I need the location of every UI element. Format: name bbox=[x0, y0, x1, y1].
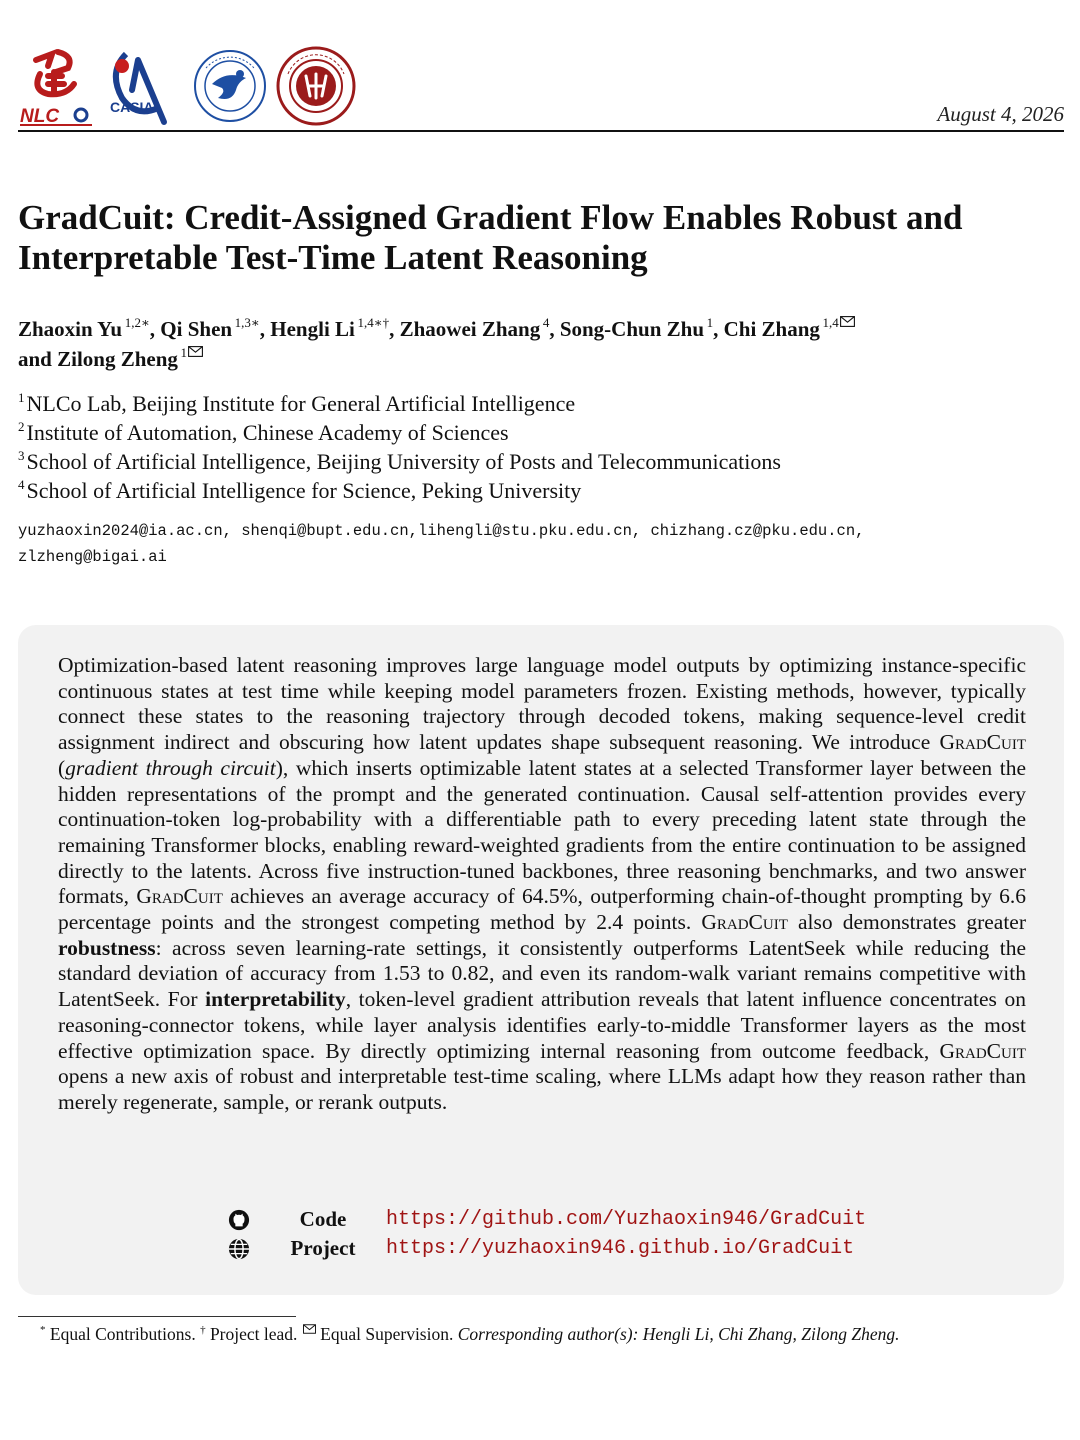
author-name: Qi Shen $^{1,3∗}$ bbox=[160, 315, 260, 341]
footnote-rule bbox=[18, 1316, 296, 1317]
mail-icon bbox=[840, 316, 855, 327]
corresponding-authors: Corresponding author(s): Hengli Li, Chi Zhang, Zilong Zheng. bbox=[457, 1324, 900, 1344]
nlco-logo bbox=[18, 46, 94, 126]
casia-logo bbox=[102, 46, 184, 126]
affiliation-item: $^3$School of Artificial Intelligence, Beijing University of Posts and Telecommunications bbox=[18, 448, 781, 474]
publication-date: August 4, 2026 bbox=[937, 102, 1064, 126]
author-affiliation-mark: 1,4∗† bbox=[354, 315, 390, 330]
author-name: Zhaoxin Yu $^{1,2∗}$ bbox=[18, 315, 150, 341]
project-label: Project bbox=[290, 1236, 356, 1260]
author-affiliation-mark: 1 bbox=[177, 345, 188, 360]
logo-bar bbox=[18, 46, 356, 126]
author-name: Hengli Li $^{1,4∗\dagger}$ bbox=[270, 315, 390, 341]
mail-icon bbox=[303, 1324, 316, 1334]
paper-title: GradCuit: Credit-Assigned Gradient Flow Enables Robust and Interpretable Test-Time Latent Reasoning bbox=[18, 198, 963, 277]
github-icon bbox=[228, 1209, 250, 1231]
project-url-link[interactable]: https://yuzhaoxin946.github.io/GradCuit bbox=[386, 1237, 855, 1260]
author-affiliation-mark: 1 bbox=[704, 315, 714, 330]
author-affiliation-mark: 1,3∗ bbox=[232, 315, 260, 330]
page-header bbox=[18, 44, 1064, 132]
method-name: GradCuit bbox=[136, 884, 223, 909]
svg-text:NLC: NLC bbox=[20, 106, 60, 126]
abstract-box bbox=[18, 625, 1064, 1295]
author-affiliation-mark: 4 bbox=[540, 315, 550, 330]
affiliation-item: $^2$Institute of Automation, Chinese Academy of Sciences bbox=[18, 419, 509, 445]
affiliation-list bbox=[18, 389, 1068, 505]
affiliation-item: $^1$NLCo Lab, Beijing Institute for General Artificial Intelligence bbox=[18, 390, 576, 416]
email-list bbox=[18, 518, 1068, 570]
globe-icon bbox=[228, 1238, 250, 1260]
method-name: GradCuit bbox=[701, 910, 788, 935]
code-link-row bbox=[228, 1205, 866, 1234]
method-name: GradCuit bbox=[939, 730, 1026, 755]
author-name: Zhaowei Zhang $^4$ bbox=[399, 315, 550, 341]
affiliation-item: $^4$School of Artificial Intelligence for Science, Peking University bbox=[18, 477, 582, 503]
abstract-text: Optimization-based latent reasoning improves large language model outputs by optimizing instance-specific continuous states at test time while keeping model parameters frozen. Existing methods, however, typically connect these states to the reasoning trajectory through decoded tokens, making sequence-level credit assignment indirect and obscuring how latent updates shape subsequent reasoning. We introduce GradCuit (gradient through circuit), which inserts optimizable latent states at a selected Transformer layer between the hidden representations of the prompt and the generated continuation. Causal self-attention provides every continuation-token log-probability with a differentiable path to every preceding latent state through the remaining Transformer blocks, enabling reward-weighted gradients from the entire continuation to be assigned directly to the latents. Across five instruction-tuned backbones, three reasoning benchmarks, and two answer formats, GradCuit achieves an average accuracy of 64.5%, outperforming chain-of-thought prompting by 6.6 percentage points and the strongest competing method by 2.4 points. GradCuit also demonstrates greater robustness: across seven learning-rate settings, it consistently outperforms LatentSeek while reducing the standard deviation of accuracy from 1.53 to 0.82, and even its random-walk variant remains competitive with LatentSeek. For interpretability, token-level gradient attribution reveals that latent influence concentrates on reasoning-connector tokens, while layer analysis identifies early-to-middle Transformer layers as the most effective optimization space. By directly optimizing internal reasoning from outcome feedback, GradCuit opens a new axis of robust and interpretable test-time scaling, where LLMs adapt how they reason rather than merely regenerate, sample, or rerank outputs. bbox=[58, 653, 1026, 1114]
code-url-link[interactable]: https://github.com/Yuzhaoxin946/GradCuit bbox=[386, 1208, 867, 1231]
email-line[interactable]: zlzheng@bigai.ai bbox=[18, 548, 167, 566]
email-line[interactable]: yuzhaoxin2024@ia.ac.cn, shenqi@bupt.edu.cn,lihengli@stu.pku.edu.cn, chizhang.cz@pku.edu.cn, bbox=[18, 522, 865, 540]
author-name: and Zilong Zheng $^1$ bbox=[18, 347, 203, 371]
pku-logo bbox=[276, 46, 356, 126]
author-name: Song-Chun Zhu $^1$ bbox=[559, 315, 714, 341]
method-name: GradCuit bbox=[939, 1038, 1026, 1063]
bupt-logo bbox=[192, 48, 268, 124]
author-affiliation-mark: 1,2∗ bbox=[122, 315, 150, 330]
footnote: * Equal Contributions. † Project lead. Equal Supervision. Corresponding author(s): Hengli Li, Chi Zhang, Zilong Zheng. bbox=[40, 1324, 900, 1344]
project-link-row bbox=[228, 1234, 866, 1263]
svg-text:CASIA: CASIA bbox=[110, 99, 154, 115]
resource-links bbox=[228, 1205, 866, 1263]
author-name: Chi Zhang $^{1,4}$ bbox=[724, 317, 855, 341]
code-label: Code bbox=[299, 1207, 347, 1231]
author-list: Zhaoxin Yu $^{1,2∗}$, Qi Shen $^{1,3∗}$, Hengli Li $^{1,4∗\dagger}$, Zhaowei Zhang $^4$, Song-Chun Zhu $^1$, Chi Zhang $^{1,4}$ and Zilong Zheng $^1$ bbox=[18, 314, 1068, 374]
mail-icon bbox=[188, 346, 203, 357]
author-affiliation-mark: 1,4 bbox=[819, 315, 839, 330]
